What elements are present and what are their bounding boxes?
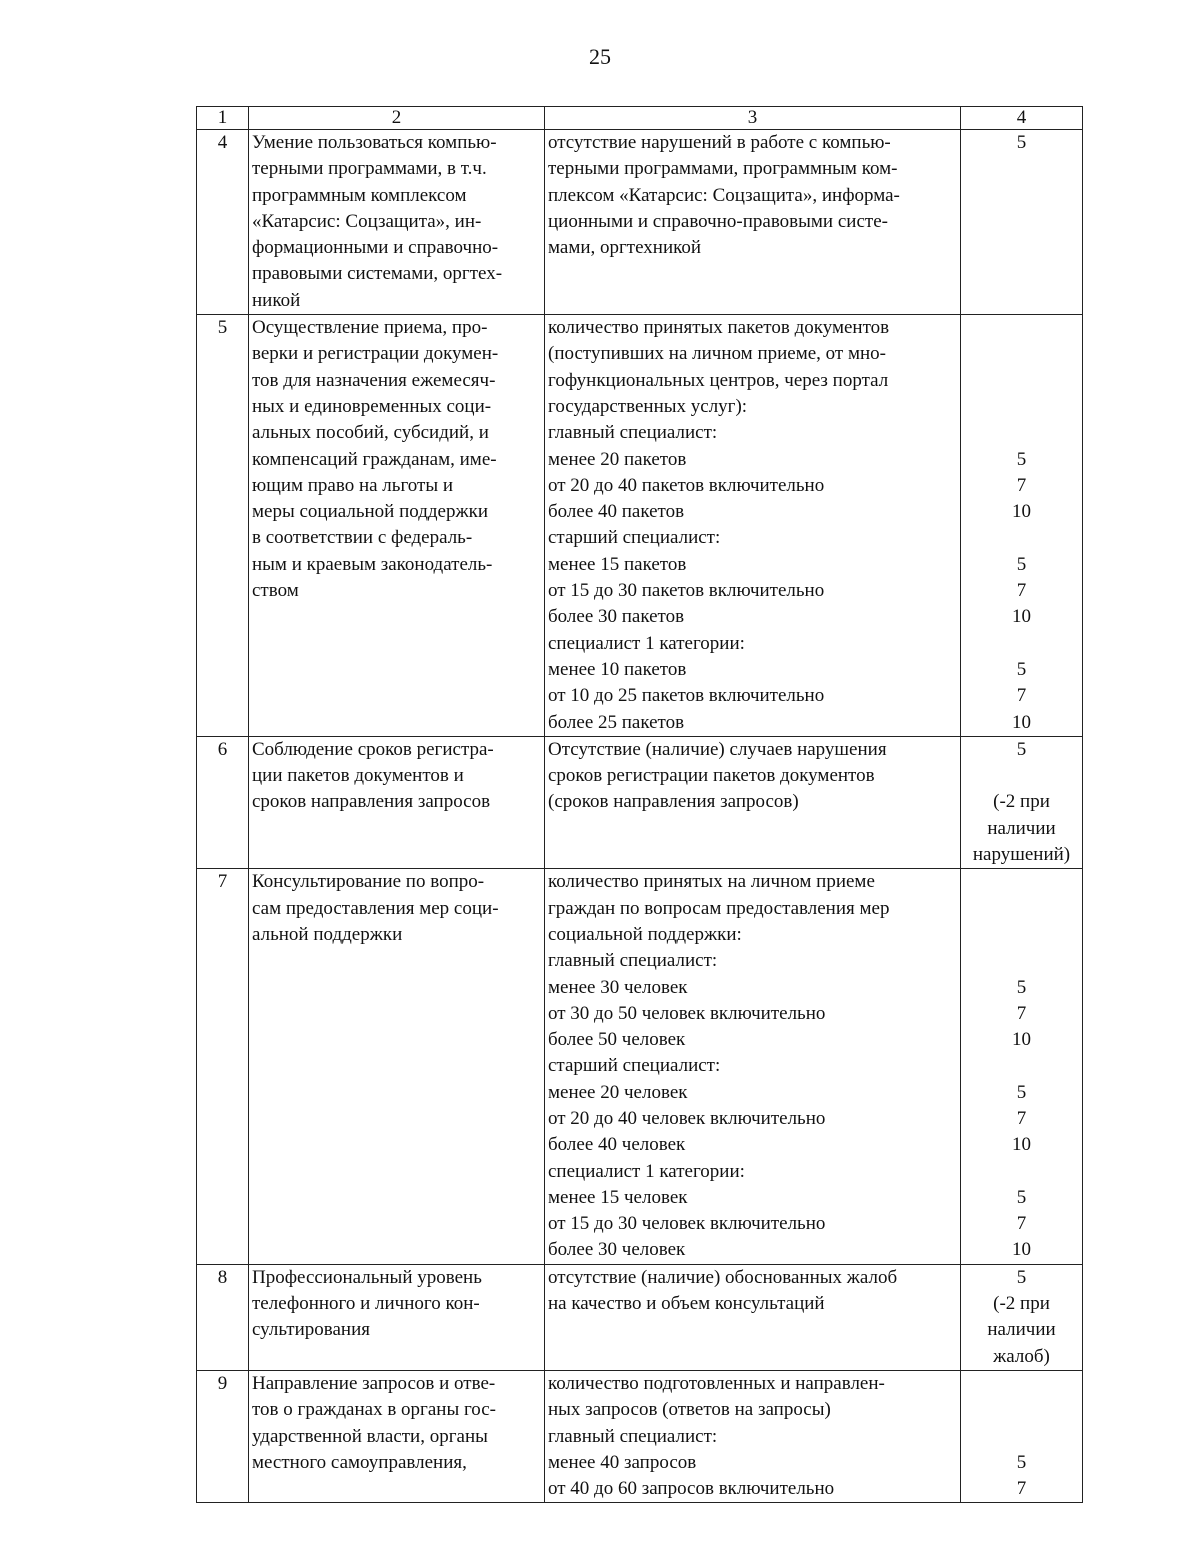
indicator-line: Отсутствие (наличие) случаев нарушения: [548, 738, 887, 760]
row-number: 8: [197, 1264, 249, 1370]
indicator-line: терными программами, программным ком-: [548, 158, 898, 180]
points-value: 10: [1012, 501, 1031, 523]
criterion-line: Осуществление приема, про-: [252, 317, 488, 339]
points-value: [964, 631, 1079, 657]
criterion-line: [252, 1053, 541, 1079]
header-col-2: 2: [249, 107, 545, 130]
indicator-line: отсутствие (наличие) обоснованных жалоб: [548, 1266, 898, 1288]
indicator-line: ных запросов (ответов на запросы): [548, 1399, 831, 1421]
indicator-line: специалист 1 категории:: [548, 632, 745, 654]
table-row: [197, 869, 1083, 1264]
indicator-cell: [545, 1370, 961, 1502]
points-value: 5: [1016, 553, 1027, 575]
table-row: [197, 130, 1083, 315]
criterion-line: компенсаций гражданам, име-: [252, 448, 497, 470]
criterion-cell: [249, 130, 545, 315]
row-number: 4: [197, 130, 249, 315]
indicator-line: [548, 288, 957, 314]
header-col-1: 1: [197, 107, 249, 130]
points-value: [964, 896, 1079, 922]
points-cell: [961, 130, 1083, 315]
indicator-line: количество принятых пакетов документов: [548, 317, 890, 339]
criterion-line: [252, 710, 541, 736]
criterion-line: [252, 842, 541, 868]
criterion-line: [252, 683, 541, 709]
indicator-line: менее 20 человек: [548, 1081, 688, 1103]
indicator-line: более 40 человек: [548, 1134, 686, 1156]
points-value: (-2 при: [993, 791, 1050, 813]
points-value: 7: [1016, 580, 1027, 602]
indicator-line: более 30 пакетов: [548, 606, 685, 628]
criterion-line: правовыми системами, оргтех-: [252, 263, 503, 285]
indicator-line: гофункциональных центров, через портал: [548, 369, 889, 391]
indicator-line: государственных услуг):: [548, 395, 748, 417]
indicator-cell: [545, 1264, 961, 1370]
points-value: [964, 1159, 1079, 1185]
criterion-line: Профессиональный уровень: [252, 1266, 482, 1288]
criterion-line: терными программами, в т.ч.: [252, 158, 487, 180]
indicator-line: главный специалист:: [548, 1425, 718, 1447]
header-col-4: 4: [961, 107, 1083, 130]
criterion-line: ции пакетов документов и: [252, 765, 464, 787]
row-number: 7: [197, 869, 249, 1264]
page-number: 25: [589, 44, 611, 69]
points-value: [964, 288, 1079, 314]
points-cell: [961, 736, 1083, 868]
criterion-line: программным комплексом: [252, 184, 467, 206]
indicator-line: (сроков направления запросов): [548, 791, 799, 813]
criterion-line: [252, 657, 541, 683]
points-value: 7: [1016, 474, 1027, 496]
criterion-line: альной поддержки: [252, 923, 403, 945]
indicator-line: от 20 до 40 человек включительно: [548, 1107, 826, 1129]
points-value: [964, 209, 1079, 235]
points-value: [964, 1371, 1079, 1397]
criterion-cell: [249, 315, 545, 737]
points-value: [964, 235, 1079, 261]
indicator-line: [548, 816, 957, 842]
points-value: [964, 315, 1079, 341]
indicator-line: мами, оргтехникой: [548, 237, 702, 259]
row-number: 5: [197, 315, 249, 737]
points-value: 10: [1012, 1029, 1031, 1051]
indicator-cell: [545, 869, 961, 1264]
indicator-line: специалист 1 категории:: [548, 1160, 745, 1182]
criterion-line: [252, 816, 541, 842]
criterion-line: сроков направления запросов: [252, 791, 491, 813]
criterion-line: сам предоставления мер соци-: [252, 897, 499, 919]
points-value: наличии: [987, 1319, 1056, 1341]
indicator-cell: [545, 736, 961, 868]
indicator-line: ционными и справочно-правовыми систе-: [548, 210, 888, 232]
indicator-line: от 15 до 30 человек включительно: [548, 1213, 826, 1235]
criterion-line: телефонного и личного кон-: [252, 1293, 480, 1315]
points-value: 10: [1012, 1134, 1031, 1156]
criterion-line: [252, 1185, 541, 1211]
criterion-line: [252, 1106, 541, 1132]
points-value: 7: [1016, 1478, 1027, 1500]
points-cell: [961, 1370, 1083, 1502]
criterion-line: альных пособий, субсидий, и: [252, 422, 489, 444]
indicator-line: количество принятых на личном приеме: [548, 871, 875, 893]
criterion-line: [252, 948, 541, 974]
indicator-line: (поступивших на личном приеме, от мно-: [548, 343, 886, 365]
indicator-line: главный специалист:: [548, 950, 718, 972]
criterion-cell: [249, 1370, 545, 1502]
criterion-line: [252, 1027, 541, 1053]
indicator-line: от 15 до 30 пакетов включительно: [548, 580, 825, 602]
table-row: [197, 736, 1083, 868]
criterion-line: верки и регистрации докумен-: [252, 343, 499, 365]
criterion-line: Направление запросов и отве-: [252, 1372, 496, 1394]
points-value: [964, 763, 1079, 789]
table-row: [197, 1264, 1083, 1370]
indicator-line: старший специалист:: [548, 1055, 721, 1077]
points-value: 5: [1016, 658, 1027, 680]
points-value: [964, 183, 1079, 209]
criterion-line: Соблюдение сроков регистра-: [252, 738, 494, 760]
indicator-cell: [545, 130, 961, 315]
points-value: 10: [1012, 606, 1031, 628]
criterion-line: ющим право на льготы и: [252, 474, 454, 496]
indicator-line: [548, 261, 957, 287]
points-value: [964, 261, 1079, 287]
points-value: 7: [1016, 1107, 1027, 1129]
criterion-line: формационными и справочно-: [252, 237, 499, 259]
criterion-line: [252, 1476, 541, 1502]
points-value: [964, 394, 1079, 420]
criterion-line: ударственной власти, органы: [252, 1425, 488, 1447]
indicator-line: граждан по вопросам предоставления мер: [548, 897, 890, 919]
indicator-line: социальной поддержки:: [548, 923, 742, 945]
points-value: [964, 1397, 1079, 1423]
criteria-table: [196, 106, 1083, 1503]
indicator-line: [548, 1317, 957, 1343]
points-value: 5: [1016, 738, 1027, 760]
indicator-cell: [545, 315, 961, 737]
points-value: [964, 1424, 1079, 1450]
indicator-line: более 50 человек: [548, 1029, 686, 1051]
points-value: 7: [1016, 1002, 1027, 1024]
points-value: [964, 420, 1079, 446]
indicator-line: на качество и объем консультаций: [548, 1293, 825, 1315]
criterion-cell: [249, 1264, 545, 1370]
criterion-line: [252, 1132, 541, 1158]
criterion-line: тов для назначения ежемесяч-: [252, 369, 496, 391]
criterion-line: [252, 604, 541, 630]
criterion-line: ных и единовременных соци-: [252, 395, 492, 417]
points-value: наличии: [987, 817, 1056, 839]
points-value: [964, 341, 1079, 367]
criterion-line: ным и краевым законодатель-: [252, 553, 493, 575]
points-value: 5: [1016, 448, 1027, 470]
indicator-line: менее 15 человек: [548, 1186, 688, 1208]
indicator-line: от 10 до 25 пакетов включительно: [548, 685, 825, 707]
points-value: 5: [1016, 132, 1027, 153]
indicator-line: менее 30 человек: [548, 976, 688, 998]
indicator-line: менее 40 запросов: [548, 1451, 697, 1473]
indicator-line: более 30 человек: [548, 1239, 686, 1261]
criterion-line: Консультирование по вопро-: [252, 871, 485, 893]
table-row: [197, 1370, 1083, 1502]
indicator-line: менее 20 пакетов: [548, 448, 687, 470]
criterion-line: [252, 631, 541, 657]
criterion-line: никой: [252, 289, 301, 311]
indicator-line: количество подготовленных и направлен-: [548, 1372, 885, 1394]
points-value: 7: [1016, 1213, 1027, 1235]
criterion-line: в соответствии с федераль-: [252, 527, 473, 549]
indicator-line: плексом «Катарсис: Соцзащита», информа-: [548, 184, 900, 206]
indicator-line: более 25 пакетов: [548, 711, 685, 733]
points-value: [964, 525, 1079, 551]
criterion-line: местного самоуправления,: [252, 1451, 467, 1473]
table-row: [197, 315, 1083, 737]
points-value: 5: [1016, 1451, 1027, 1473]
indicator-line: [548, 1344, 957, 1370]
criterion-line: «Катарсис: Соцзащита», ин-: [252, 210, 482, 232]
indicator-line: сроков регистрации пакетов документов: [548, 765, 875, 787]
indicator-line: от 40 до 60 запросов включительно: [548, 1478, 835, 1500]
criterion-line: Умение пользоваться компью-: [252, 132, 497, 153]
indicator-line: менее 15 пакетов: [548, 553, 687, 575]
points-value: 10: [1012, 711, 1031, 733]
points-value: [964, 948, 1079, 974]
criterion-line: сультирования: [252, 1319, 370, 1341]
indicator-line: от 30 до 50 человек включительно: [548, 1002, 826, 1024]
points-value: 7: [1016, 685, 1027, 707]
indicator-line: более 40 пакетов: [548, 501, 685, 523]
indicator-line: [548, 842, 957, 868]
points-cell: [961, 315, 1083, 737]
criterion-cell: [249, 736, 545, 868]
criterion-line: [252, 975, 541, 1001]
points-value: жалоб): [993, 1345, 1050, 1367]
points-value: 5: [1016, 976, 1027, 998]
points-value: 5: [1016, 1266, 1027, 1288]
points-value: [964, 156, 1079, 182]
criterion-line: [252, 1080, 541, 1106]
criterion-line: [252, 1211, 541, 1237]
points-value: 5: [1016, 1186, 1027, 1208]
points-value: 5: [1016, 1081, 1027, 1103]
indicator-line: отсутствие нарушений в работе с компью-: [548, 132, 891, 153]
indicator-line: менее 10 пакетов: [548, 658, 687, 680]
criterion-line: [252, 1159, 541, 1185]
criterion-line: [252, 1344, 541, 1370]
criterion-line: тов о гражданах в органы гос-: [252, 1399, 497, 1421]
points-cell: [961, 869, 1083, 1264]
indicator-line: от 20 до 40 пакетов включительно: [548, 474, 825, 496]
points-value: [964, 368, 1079, 394]
indicator-line: главный специалист:: [548, 422, 718, 444]
row-number: 6: [197, 736, 249, 868]
indicator-line: старший специалист:: [548, 527, 721, 549]
criterion-line: меры социальной поддержки: [252, 501, 488, 523]
header-col-3: 3: [545, 107, 961, 130]
points-value: [964, 869, 1079, 895]
header-row: [197, 107, 1083, 130]
points-value: (-2 при: [993, 1293, 1050, 1315]
points-cell: [961, 1264, 1083, 1370]
criterion-line: [252, 1237, 541, 1263]
points-value: нарушений): [972, 844, 1071, 866]
criterion-cell: [249, 869, 545, 1264]
points-value: 10: [1012, 1239, 1031, 1261]
criterion-line: [252, 1001, 541, 1027]
table-body: [197, 130, 1083, 1503]
criterion-line: ством: [252, 580, 299, 602]
points-value: [964, 922, 1079, 948]
points-value: [964, 1053, 1079, 1079]
row-number: 9: [197, 1370, 249, 1502]
